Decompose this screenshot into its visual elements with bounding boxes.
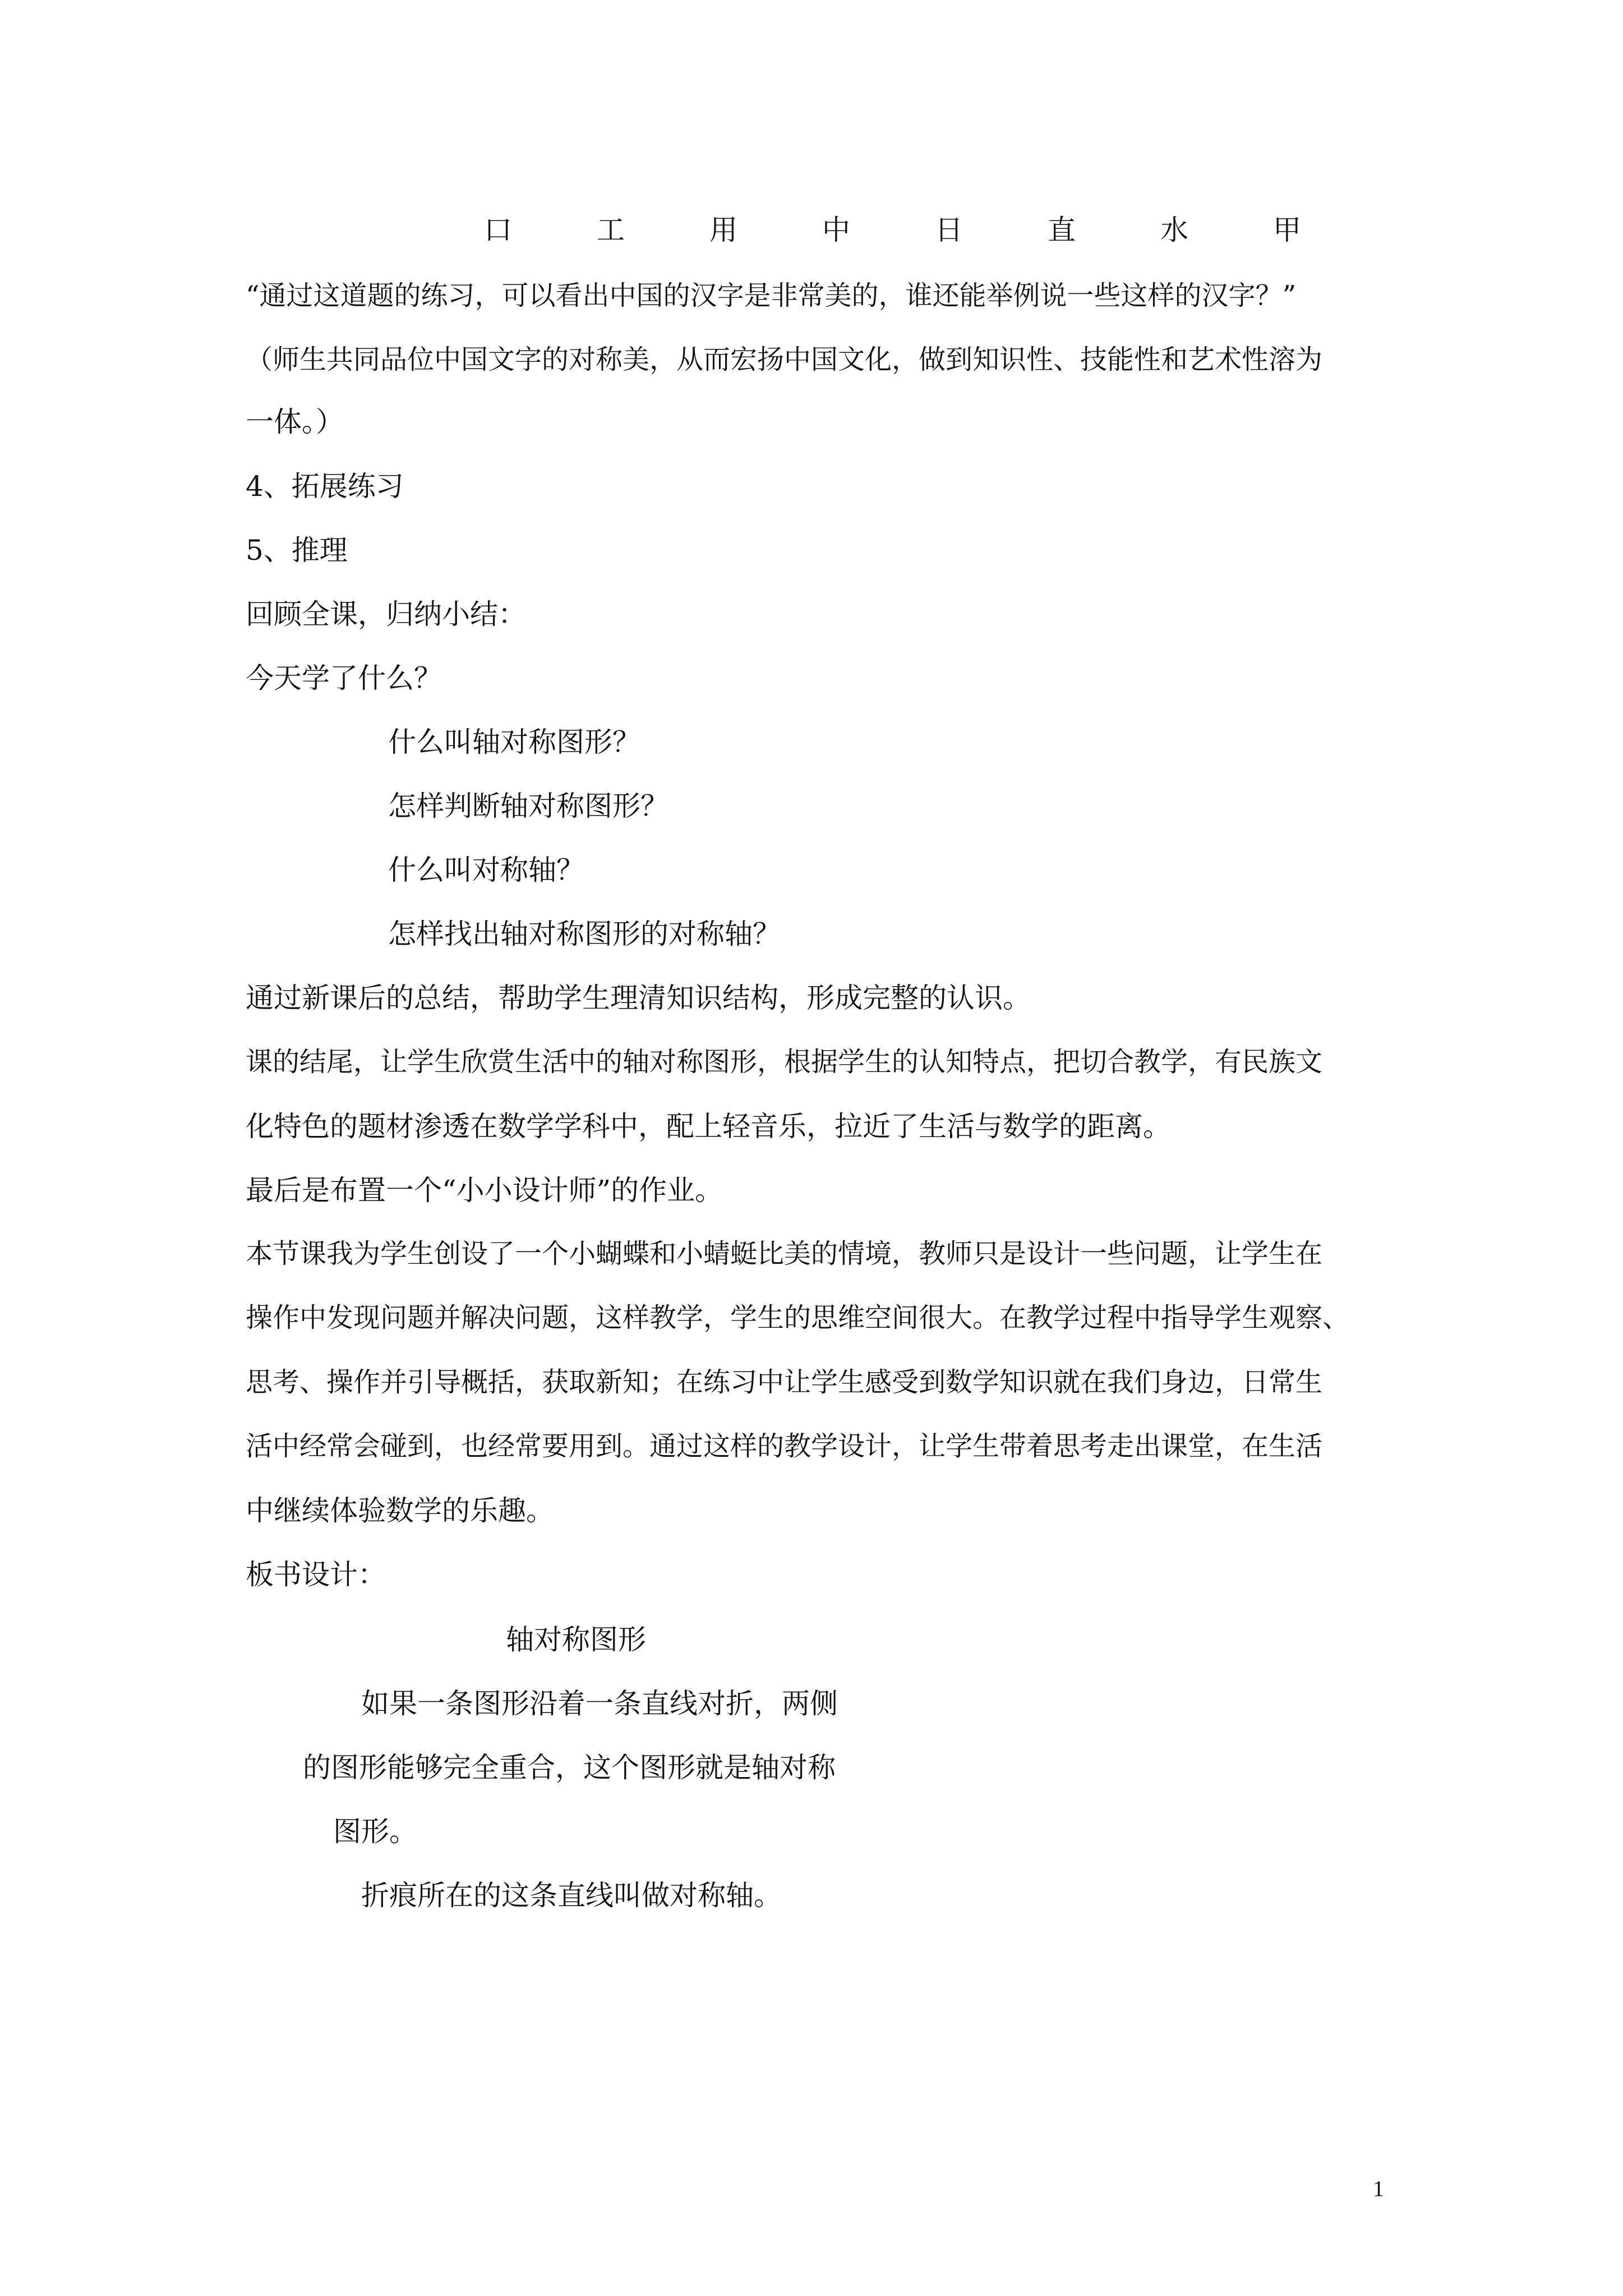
board-title: 轴对称图形 [506,1623,646,1656]
section-heading: 5、推理 [246,534,348,567]
question-item: 怎样判断轴对称图形？ [388,790,668,822]
sample-character: 用 [709,214,737,246]
sample-character: 工 [597,214,625,246]
sample-character: 日 [935,214,963,246]
sample-character: 中 [822,214,850,246]
body-line: 板书设计： [246,1558,386,1591]
sample-characters-row [0,216,1623,250]
board-line: 的图形能够完全重合，这个图形就是轴对称 [303,1751,836,1784]
body-line: “通过这道题的练习，可以看出中国的汉字是非常美的，谁还能举例说一些这样的汉字？” [246,280,1297,311]
body-line: 最后是布置一个“小小设计师”的作业。 [246,1174,723,1207]
page-number: 1 [1373,2176,1384,2201]
body-line: 本节课我为学生创设了一个小蝴蝶和小蜻蜓比美的情境，教师只是设计一些问题，让学生在 [246,1238,1323,1269]
body-line: 课的结尾，让学生欣赏生活中的轴对称图形，根据学生的认知特点，把切合教学，有民族文 [246,1046,1323,1078]
board-line: 折痕所在的这条直线叫做对称轴。 [361,1879,782,1912]
sample-character: 口 [484,214,512,246]
body-line: 一体。） [246,406,344,438]
board-line: 如果一条图形沿着一条直线对折，两侧 [361,1687,838,1720]
sample-character: 直 [1048,214,1076,246]
body-line: 思考、操作并引导概括，获取新知；在练习中让学生感受到数学知识就在我们身边，日常生 [246,1366,1323,1398]
question-item: 什么叫轴对称图形？ [388,726,640,758]
sample-character: 水 [1160,214,1188,246]
sample-character: 甲 [1273,214,1301,246]
body-line: 活中经常会碰到，也经常要用到。通过这样的教学设计，让学生带着思考走出课堂，在生活 [246,1430,1323,1462]
body-line: 化特色的题材渗透在数学学科中，配上轻音乐，拉近了生活与数学的距离。 [246,1110,1171,1143]
board-line: 图形。 [333,1815,417,1848]
body-line: （师生共同品位中国文字的对称美，从而宏扬中国文化，做到知识性、技能性和艺术性溶为 [246,344,1323,375]
body-line: 今天学了什么？ [246,662,442,694]
body-line: 回顾全课，归纳小结： [246,598,526,631]
body-line: 通过新课后的总结，帮助学生理清知识结构，形成完整的认识。 [246,982,1031,1014]
question-item: 什么叫对称轴？ [388,854,584,886]
body-line: 中继续体验数学的乐趣。 [246,1494,554,1527]
body-line: 操作中发现问题并解决问题，这样教学，学生的思维空间很大。在教学过程中指导学生观察、 [246,1302,1350,1333]
section-heading: 4、拓展练习 [246,470,404,503]
question-item: 怎样找出轴对称图形的对称轴？ [388,918,781,950]
